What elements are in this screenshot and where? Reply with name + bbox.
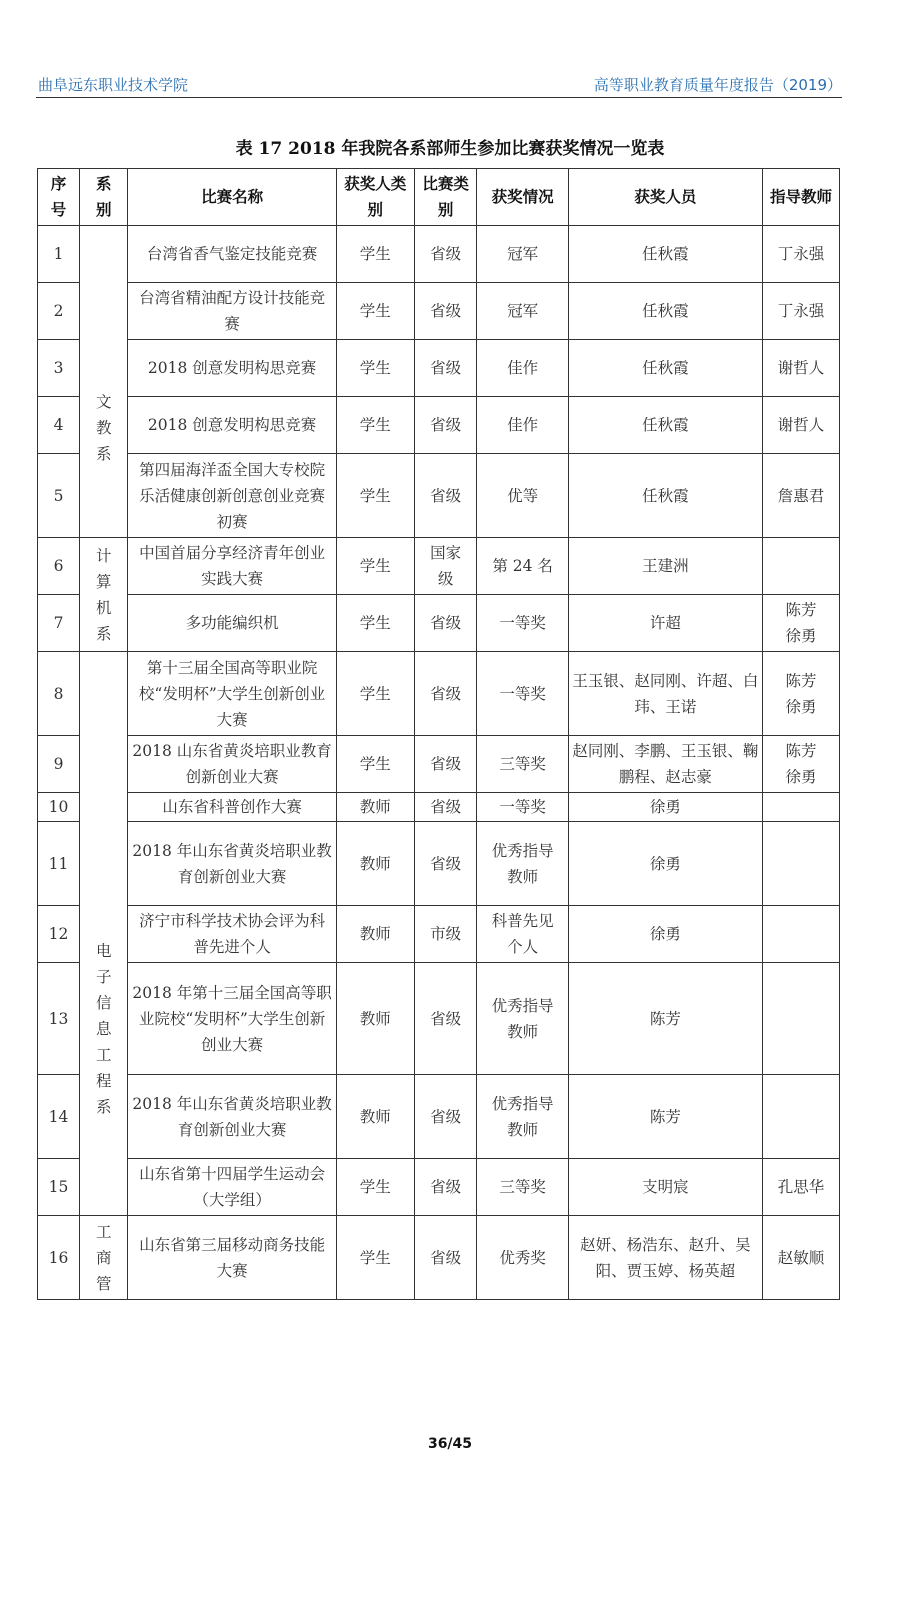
table-header-row <box>38 169 840 226</box>
cell-contest: 2018 创意发明构思竞赛 <box>128 397 336 454</box>
cell-award: 三等奖 <box>477 736 568 793</box>
cell-winners: 许超 <box>568 595 762 652</box>
cell-no: 6 <box>38 538 80 595</box>
cell-winner-type: 学生 <box>336 595 414 652</box>
cell-winners: 任秋霞 <box>568 283 762 340</box>
cell-contest: 山东省第三届移动商务技能大赛 <box>128 1216 336 1300</box>
cell-advisor: 谢哲人 <box>762 397 839 454</box>
cell-advisor <box>762 538 839 595</box>
cell-no: 5 <box>38 454 80 538</box>
table-row <box>38 906 840 963</box>
column-header-level: 比赛类别 <box>414 169 477 226</box>
cell-winner-type: 学生 <box>336 652 414 736</box>
cell-level: 省级 <box>414 397 477 454</box>
cell-contest: 山东省第十四届学生运动会（大学组） <box>128 1159 336 1216</box>
cell-winners: 陈芳 <box>568 1075 762 1159</box>
cell-advisor: 赵敏顺 <box>762 1216 839 1300</box>
table-row <box>38 283 840 340</box>
cell-advisor: 陈芳 徐勇 <box>762 736 839 793</box>
cell-contest: 2018 创意发明构思竞赛 <box>128 340 336 397</box>
cell-contest: 中国首届分享经济青年创业实践大赛 <box>128 538 336 595</box>
cell-winner-type: 教师 <box>336 1075 414 1159</box>
cell-advisor <box>762 822 839 906</box>
cell-award: 一等奖 <box>477 652 568 736</box>
cell-winner-type: 学生 <box>336 538 414 595</box>
page-number: 36/45 <box>427 1436 473 1452</box>
cell-level: 省级 <box>414 1075 477 1159</box>
cell-level: 省级 <box>414 226 477 283</box>
cell-award: 冠军 <box>477 226 568 283</box>
header-school-name: 曲阜远东职业技术学院 <box>38 76 189 94</box>
cell-dept-dianzi: 电子信息工程系 <box>80 652 128 1216</box>
cell-advisor: 陈芳 徐勇 <box>762 595 839 652</box>
table-row <box>38 226 840 283</box>
cell-no: 11 <box>38 822 80 906</box>
cell-winners: 赵妍、杨浩东、赵升、吴阳、贾玉婷、杨英超 <box>568 1216 762 1300</box>
table-row <box>38 822 840 906</box>
cell-no: 14 <box>38 1075 80 1159</box>
cell-no: 9 <box>38 736 80 793</box>
column-header-dept: 系别 <box>80 169 128 226</box>
cell-dept-gongshang: 工商管 <box>80 1216 128 1300</box>
cell-no: 1 <box>38 226 80 283</box>
cell-contest: 第四届海洋盃全国大专校院乐活健康创新创意创业竞赛初赛 <box>128 454 336 538</box>
table-row <box>38 397 840 454</box>
cell-contest: 第十三届全国高等职业院校“发明杯”大学生创新创业大赛 <box>128 652 336 736</box>
cell-no: 16 <box>38 1216 80 1300</box>
column-header-winner-type: 获奖人类别 <box>336 169 414 226</box>
table-row <box>38 736 840 793</box>
column-header-no: 序号 <box>38 169 80 226</box>
cell-winner-type: 教师 <box>336 822 414 906</box>
cell-contest: 台湾省香气鉴定技能竞赛 <box>128 226 336 283</box>
table-row <box>38 538 840 595</box>
cell-no: 8 <box>38 652 80 736</box>
cell-award: 一等奖 <box>477 595 568 652</box>
cell-winners: 徐勇 <box>568 822 762 906</box>
cell-award: 冠军 <box>477 283 568 340</box>
table-row <box>38 652 840 736</box>
cell-winner-type: 学生 <box>336 397 414 454</box>
cell-winner-type: 学生 <box>336 283 414 340</box>
cell-award: 三等奖 <box>477 1159 568 1216</box>
cell-no: 13 <box>38 963 80 1075</box>
cell-winner-type: 教师 <box>336 963 414 1075</box>
table-row <box>38 454 840 538</box>
cell-no: 4 <box>38 397 80 454</box>
cell-award: 佳作 <box>477 397 568 454</box>
cell-advisor <box>762 906 839 963</box>
cell-advisor <box>762 1075 839 1159</box>
cell-level: 国家级 <box>414 538 477 595</box>
cell-contest: 台湾省精油配方设计技能竞赛 <box>128 283 336 340</box>
column-header-award: 获奖情况 <box>477 169 568 226</box>
column-header-advisor: 指导教师 <box>762 169 839 226</box>
cell-advisor: 丁永强 <box>762 283 839 340</box>
cell-award: 优秀指导教师 <box>477 822 568 906</box>
cell-contest: 2018 年山东省黄炎培职业教育创新创业大赛 <box>128 1075 336 1159</box>
cell-level: 省级 <box>414 340 477 397</box>
cell-advisor <box>762 963 839 1075</box>
cell-level: 市级 <box>414 906 477 963</box>
cell-advisor <box>762 793 839 822</box>
cell-advisor: 谢哲人 <box>762 340 839 397</box>
cell-no: 15 <box>38 1159 80 1216</box>
header-divider <box>36 97 842 98</box>
cell-contest: 济宁市科学技术协会评为科普先进个人 <box>128 906 336 963</box>
cell-no: 12 <box>38 906 80 963</box>
cell-winners: 任秋霞 <box>568 226 762 283</box>
cell-level: 省级 <box>414 1216 477 1300</box>
cell-winners: 任秋霞 <box>568 454 762 538</box>
cell-winners: 徐勇 <box>568 793 762 822</box>
cell-award: 优秀奖 <box>477 1216 568 1300</box>
table-row <box>38 1075 840 1159</box>
cell-level: 省级 <box>414 736 477 793</box>
cell-advisor: 詹惠君 <box>762 454 839 538</box>
table-row <box>38 963 840 1075</box>
column-header-winners: 获奖人员 <box>568 169 762 226</box>
cell-award: 第 24 名 <box>477 538 568 595</box>
table-row <box>38 340 840 397</box>
cell-winners: 陈芳 <box>568 963 762 1075</box>
cell-winners: 王玉银、赵同刚、许超、白玮、王诺 <box>568 652 762 736</box>
cell-contest: 2018 年山东省黄炎培职业教育创新创业大赛 <box>128 822 336 906</box>
cell-advisor: 陈芳 徐勇 <box>762 652 839 736</box>
cell-level: 省级 <box>414 595 477 652</box>
table-caption: 表 17 2018 年我院各系部师生参加比赛获奖情况一览表 <box>235 139 665 159</box>
cell-winner-type: 学生 <box>336 340 414 397</box>
cell-winner-type: 学生 <box>336 1159 414 1216</box>
cell-award: 优等 <box>477 454 568 538</box>
header-report-title: 高等职业教育质量年度报告（2019） <box>593 76 842 94</box>
cell-level: 省级 <box>414 283 477 340</box>
cell-award: 一等奖 <box>477 793 568 822</box>
cell-award: 优秀指导教师 <box>477 1075 568 1159</box>
cell-winner-type: 学生 <box>336 454 414 538</box>
awards-table <box>37 168 840 1300</box>
cell-dept-jisuanji: 计算机系 <box>80 538 128 652</box>
cell-winner-type: 教师 <box>336 906 414 963</box>
cell-advisor: 孔思华 <box>762 1159 839 1216</box>
column-header-contest: 比赛名称 <box>128 169 336 226</box>
cell-winners: 支明宸 <box>568 1159 762 1216</box>
cell-winners: 赵同刚、李鹏、王玉银、鞠鹏程、赵志豪 <box>568 736 762 793</box>
table-row <box>38 793 840 822</box>
cell-level: 省级 <box>414 793 477 822</box>
cell-level: 省级 <box>414 1159 477 1216</box>
cell-contest: 多功能编织机 <box>128 595 336 652</box>
cell-winners: 王建洲 <box>568 538 762 595</box>
cell-award: 科普先见个人 <box>477 906 568 963</box>
cell-level: 省级 <box>414 652 477 736</box>
cell-winners: 任秋霞 <box>568 397 762 454</box>
table-row <box>38 595 840 652</box>
cell-level: 省级 <box>414 963 477 1075</box>
cell-winner-type: 学生 <box>336 1216 414 1300</box>
cell-dept-wenjiao: 文教系 <box>80 226 128 538</box>
cell-winner-type: 教师 <box>336 793 414 822</box>
cell-no: 2 <box>38 283 80 340</box>
cell-level: 省级 <box>414 454 477 538</box>
cell-level: 省级 <box>414 822 477 906</box>
cell-winners: 任秋霞 <box>568 340 762 397</box>
cell-award: 优秀指导教师 <box>477 963 568 1075</box>
cell-contest: 2018 年第十三届全国高等职业院校“发明杯”大学生创新创业大赛 <box>128 963 336 1075</box>
cell-contest: 2018 山东省黄炎培职业教育创新创业大赛 <box>128 736 336 793</box>
cell-winner-type: 学生 <box>336 226 414 283</box>
cell-no: 10 <box>38 793 80 822</box>
table-row <box>38 1159 840 1216</box>
cell-winners: 徐勇 <box>568 906 762 963</box>
cell-award: 佳作 <box>477 340 568 397</box>
cell-advisor: 丁永强 <box>762 226 839 283</box>
cell-contest: 山东省科普创作大赛 <box>128 793 336 822</box>
cell-winner-type: 学生 <box>336 736 414 793</box>
cell-no: 7 <box>38 595 80 652</box>
table-row <box>38 1216 840 1300</box>
cell-no: 3 <box>38 340 80 397</box>
